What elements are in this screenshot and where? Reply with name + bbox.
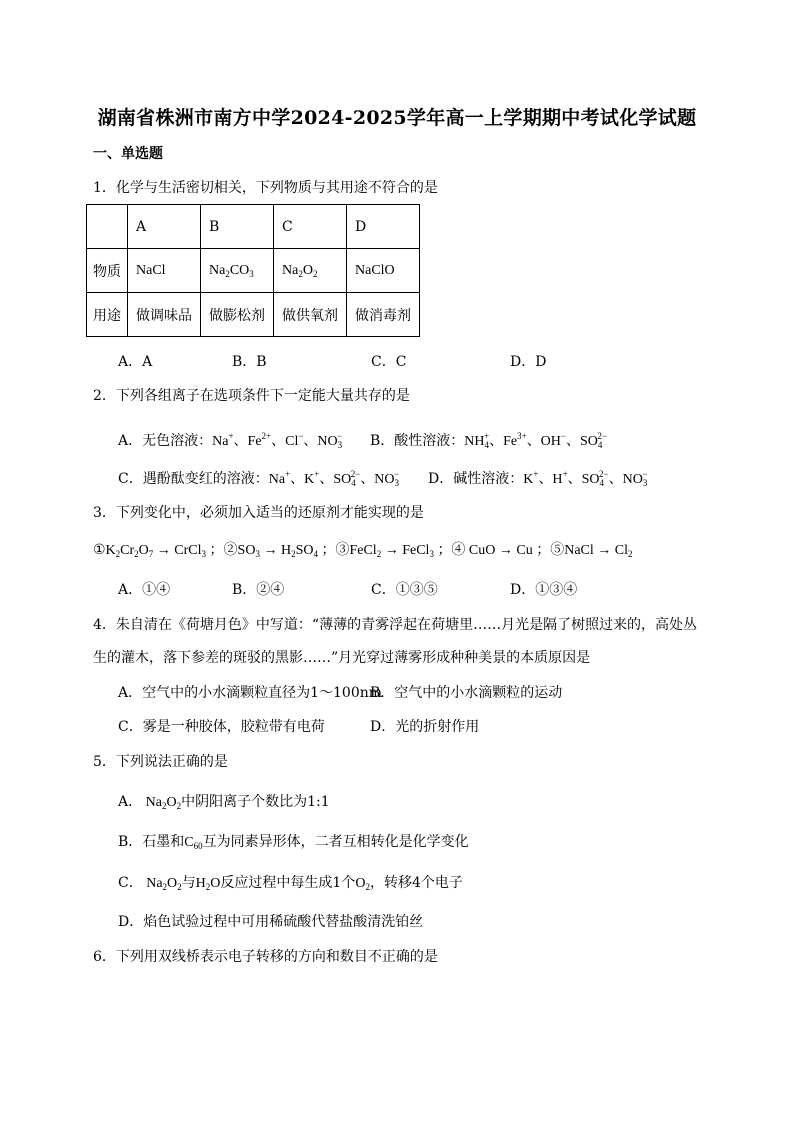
table-header-b: B xyxy=(201,205,274,249)
substance-d: NaClO xyxy=(347,249,420,293)
question-3-reactions: $①K_2Cr_2O_7$ → CrCl$_3$ ；$②SO_3 \to H_2SO_4$ ；③FeCl$_2$ → FeCl$_3$ ；④ CuO → Cu ；⑤NaCl → $Cl_2$ xyxy=(93,543,633,559)
question-4-option-b: B．空气中的小水滴颗粒的运动 xyxy=(370,685,563,701)
question-2-option-a: A．无色溶液：Na+、$Fe^{2+}$、Cl−、$NO_3^-$ xyxy=(118,431,343,450)
question-3-option-b: B．②④ xyxy=(232,582,285,598)
table-cell xyxy=(87,205,128,249)
question-5-stem: 5．下列说法正确的是 xyxy=(93,754,228,770)
row-label-substance: 物质 xyxy=(87,249,128,293)
table-header-c: C xyxy=(274,205,347,249)
question-1-option-c: C．C xyxy=(371,354,407,370)
question-3-stem: 3．下列变化中，必须加入适当的还原剂才能实现的是 xyxy=(93,505,424,521)
question-5-option-c: C． $Na_2O_2$与$H_2O$反应过程中每生成1个$O_2$，转移4个电子 xyxy=(118,875,463,892)
substance-c: $Na_2O_2$ xyxy=(274,249,347,293)
question-2-option-d: D．碱性溶液：K+、H+、$SO_4^{2-}$、$NO_3^-$ xyxy=(428,469,648,488)
question-6-stem: 6．下列用双线桥表示电子转移的方向和数目不正确的是 xyxy=(93,949,438,965)
table-header-a: A xyxy=(128,205,201,249)
substance-a: NaCl xyxy=(128,249,201,293)
question-4-option-d: D．光的折射作用 xyxy=(370,719,480,735)
question-2-stem: 2．下列各组离子在选项条件下一定能大量共存的是 xyxy=(93,388,410,404)
question-2-option-c: C．遇酚酞变红的溶液：Na+、K+、$SO_4^{2-}$、$NO_3^-$ xyxy=(118,469,400,488)
question-3-option-d: D．①③④ xyxy=(510,582,578,598)
question-5-option-b: B．石墨和$C_{60}$互为同素异形体，二者互相转化是化学变化 xyxy=(118,834,469,851)
question-1-option-a: A．A xyxy=(118,354,153,370)
question-4-stem-line2: 生的灌木，落下参差的斑驳的黑影……”月光穿过薄雾形成种种美景的本质原因是 xyxy=(93,650,591,666)
substance-b: $Na_2CO_3$ xyxy=(201,249,274,293)
usage-b: 做膨松剂 xyxy=(201,293,274,337)
question-1-stem: 1．化学与生活密切相关，下列物质与其用途不符合的是 xyxy=(93,180,438,196)
page-title: 湖南省株洲市南方中学2024-2025学年高一上学期期中考试化学试题 xyxy=(97,107,697,129)
question-5-option-a: A． $Na_2O_2$中阴阳离子个数比为1:1 xyxy=(118,794,330,811)
usage-c: 做供氧剂 xyxy=(274,293,347,337)
table-row xyxy=(87,249,420,293)
question-1-option-b: B．B xyxy=(232,354,267,370)
question-4-option-c: C．雾是一种胶体，胶粒带有电荷 xyxy=(118,719,325,735)
usage-d: 做消毒剂 xyxy=(347,293,420,337)
question-4-option-a: A．空气中的小水滴颗粒直径为1～100nm xyxy=(118,685,383,701)
usage-a: 做调味品 xyxy=(128,293,201,337)
row-label-usage: 用途 xyxy=(87,293,128,337)
table-row xyxy=(87,205,420,249)
question-1-table xyxy=(86,204,420,337)
question-2-option-b: B．酸性溶液：$NH_4^+$、$Fe^{3+}$、OH−、$SO_4^{2-}$ xyxy=(370,431,607,450)
table-row xyxy=(87,293,420,337)
question-3-option-a: A．①④ xyxy=(118,582,171,598)
question-3-option-c: C．①③⑤ xyxy=(371,582,438,598)
table-header-d: D xyxy=(347,205,420,249)
question-5-option-d: D．焰色试验过程中可用稀硫酸代替盐酸清洗铂丝 xyxy=(118,914,424,930)
question-1-option-d: D．D xyxy=(510,354,547,370)
question-4-stem-line1: 4．朱自清在《荷塘月色》中写道：“薄薄的青雾浮起在荷塘里……月光是隔了树照过来的，高处丛 xyxy=(93,617,698,633)
section-heading: 一、单选题 xyxy=(93,146,163,162)
